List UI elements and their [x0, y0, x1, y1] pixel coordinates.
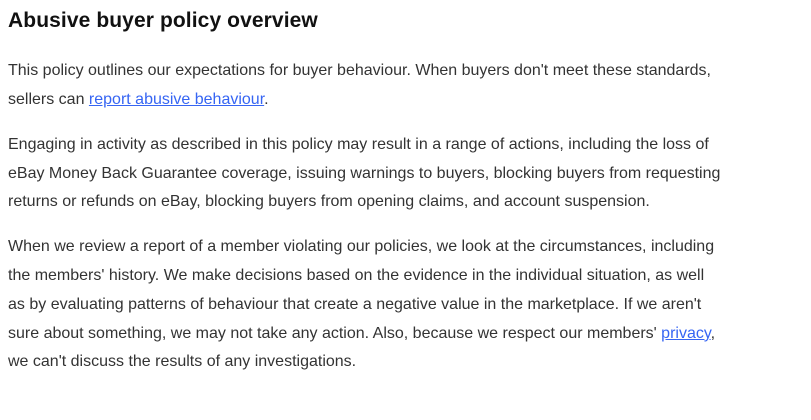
privacy-link[interactable]: privacy: [661, 324, 711, 342]
policy-paragraph: [8, 57, 721, 115]
paragraph-text: This policy outlines our expectations for buyer behaviour. When buyers don't meet these standards, sellers can: [8, 62, 711, 108]
paragraph-text: Engaging in activity as described in this policy may result in a range of actions, including the loss of eBay Money Back Guarantee coverage, issuing warnings to buyers, blocking buyers from requesting returns or refunds on eBay, blocking buyers from opening claims, and account suspension.: [8, 135, 721, 211]
page-title: Abusive buyer policy overview: [8, 9, 318, 32]
policy-paragraph: [8, 131, 721, 217]
policy-article: [8, 8, 721, 377]
paragraph-text: .: [264, 90, 269, 108]
policy-paragraph: [8, 233, 721, 377]
report-abusive-behaviour-link[interactable]: report abusive behaviour: [88, 90, 265, 108]
paragraph-text: When we review a report of a member violating our policies, we look at the circumstances, including the members' history. We make decisions based on the evidence in the individual situation, as well as by evaluating patterns of behaviour that create a negative value in the marketplace. If we aren't sure about something, we may not take any action. Also, because we respect our members': [8, 238, 715, 342]
policy-paragraphs: [8, 57, 721, 377]
paragraph-text: , we can't discuss the results of any investigations.: [8, 324, 716, 371]
